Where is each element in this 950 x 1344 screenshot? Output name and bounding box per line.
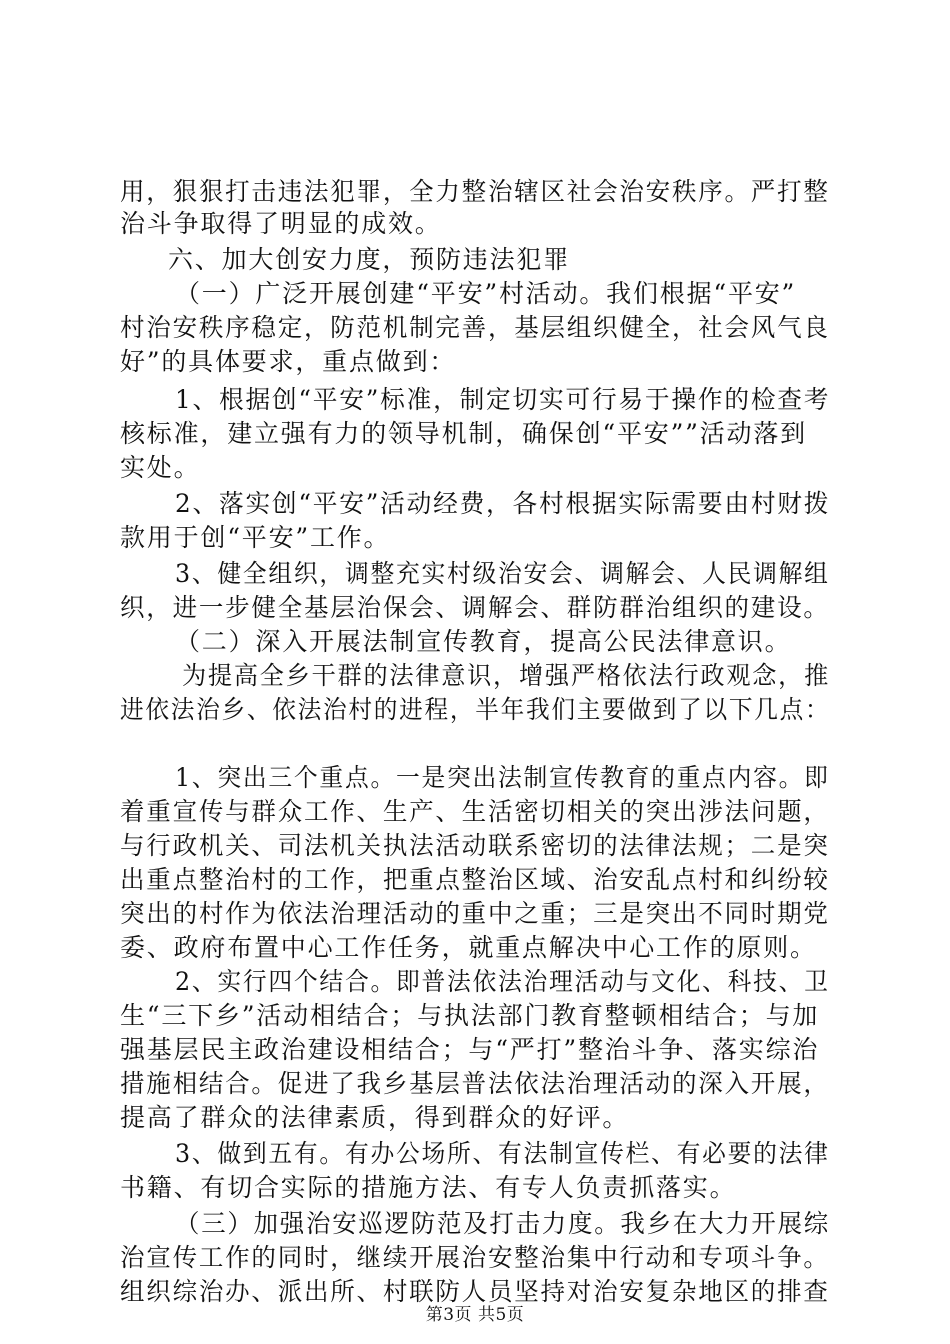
text-line: 3、健全组织，调整充实村级治安会、调解会、人民调解组 — [175, 559, 830, 588]
text-line: 款用于创“平安”工作。 — [120, 523, 391, 552]
text-line: 实处。 — [120, 453, 201, 482]
section-heading: 六、加大创安力度，预防违法犯罪 — [168, 245, 571, 274]
text-line: 治宣传工作的同时，继续开展治安整治集中行动和专项斗争。 — [120, 1243, 830, 1272]
text-line: 用，狠狠打击违法犯罪，全力整治辖区社会治安秩序。严打整 — [120, 177, 830, 206]
subsection-heading: （一）广泛开展创建“平安”村活动。我们根据“平安” — [175, 279, 797, 308]
subsection-heading: （二）深入开展法制宣传教育，提高公民法律意识。 — [175, 627, 792, 656]
text-line: 委、政府布置中心工作任务，就重点解决中心工作的原则。 — [120, 933, 817, 962]
text-line: 2、实行四个结合。即普法依法治理活动与文化、科技、卫 — [175, 967, 830, 996]
text-line: 3、做到五有。有办公场所、有法制宣传栏、有必要的法律 — [175, 1139, 830, 1168]
text-line: 织，进一步健全基层治保会、调解会、群防群治组织的建设。 — [120, 593, 830, 622]
text-line: 2、落实创“平安”活动经费，各村根据实际需要由村财拨 — [175, 489, 831, 518]
text-line: 书籍、有切合实际的措施方法、有专人负责抓落实。 — [120, 1173, 737, 1202]
text-line: 出重点整治村的工作，把重点整治区域、治安乱点村和纠纷较 — [120, 865, 830, 894]
text-line: 组织综治办、派出所、村联防人员坚持对治安复杂地区的排查 — [120, 1277, 830, 1306]
text-line: 措施相结合。促进了我乡基层普法依法治理活动的深入开展， — [120, 1069, 830, 1098]
text-line: 1、突出三个重点。一是突出法制宣传教育的重点内容。即 — [175, 763, 830, 792]
text-line: 村治安秩序稳定，防范机制完善，基层组织健全，社会风气良 — [120, 313, 830, 342]
text-line: 治斗争取得了明显的成效。 — [120, 209, 442, 238]
text-line: 1、根据创“平安”标准，制定切实可行易于操作的检查考 — [175, 385, 831, 414]
text-line: 生“三下乡”活动相结合；与执法部门教育整顿相结合；与加 — [120, 1001, 820, 1030]
text-line: 进依法治乡、依法治村的进程，半年我们主要做到了以下几点： — [120, 695, 831, 724]
text-line: 好”的具体要求，重点做到： — [120, 347, 457, 376]
text-line: 与行政机关、司法机关执法活动联系密切的法律法规；二是突 — [120, 831, 830, 860]
subsection-heading: （三）加强治安巡逻防范及打击力度。我乡在大力开展综 — [175, 1209, 831, 1238]
text-line: 强基层民主政治建设相结合；与“严打”整治斗争、落实综治 — [120, 1035, 820, 1064]
text-line: 着重宣传与群众工作、生产、生活密切相关的突出涉法问题， — [120, 797, 830, 826]
page-number-footer: 第3页 共5页 — [425, 1305, 525, 1325]
text-line: 核标准，建立强有力的领导机制，确保创“平安””活动落到 — [120, 419, 807, 448]
text-line: 提高了群众的法律素质，得到群众的好评。 — [120, 1103, 630, 1132]
text-line: 突出的村作为依法治理活动的重中之重；三是突出不同时期党 — [120, 899, 830, 928]
text-line: 为提高全乡干群的法律意识，增强严格依法行政观念，推 — [182, 661, 831, 690]
